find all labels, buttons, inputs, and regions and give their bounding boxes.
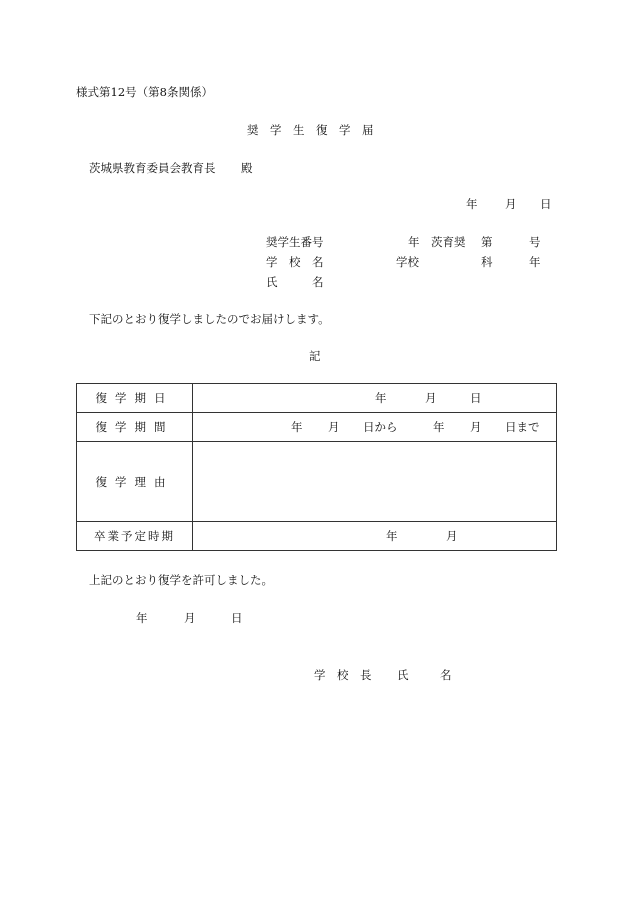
period-start-day: 日から: [363, 420, 398, 434]
period-start-month: 月: [328, 420, 340, 434]
student-number-dai: 第: [481, 235, 493, 249]
name-label: 氏 名: [266, 275, 324, 289]
school-name-label: 学 校 名: [266, 255, 324, 269]
return-date-day: 日: [470, 391, 482, 405]
row-return-reason: [77, 442, 557, 522]
row-return-period: [77, 413, 557, 442]
period-end-year: 年: [433, 420, 445, 434]
student-number-prefix: 茨育奨: [431, 235, 466, 249]
return-date-month: 月: [425, 391, 437, 405]
return-date-label: 復学期日: [77, 384, 193, 413]
graduation-label: 卒業予定時期: [77, 522, 193, 551]
return-date-field[interactable]: [193, 384, 557, 413]
submission-day-label: 日: [540, 197, 552, 211]
submission-year-label: 年: [466, 197, 478, 211]
return-date-year: 年: [375, 391, 387, 405]
approval-month-label: 月: [184, 611, 196, 625]
return-period-label: 復学期間: [77, 413, 193, 442]
addressee: 茨城県教育委員会教育長: [89, 161, 216, 175]
form-number: 様式第12号（第8条関係）: [76, 85, 213, 99]
grade-suffix: 年: [529, 255, 541, 269]
row-graduation: [77, 522, 557, 551]
return-reason-field[interactable]: [193, 442, 557, 522]
return-form-table: [76, 383, 557, 551]
graduation-year: 年: [386, 529, 398, 543]
approval-year-label: 年: [136, 611, 148, 625]
student-number-year: 年: [408, 235, 420, 249]
statement: 下記のとおり復学しましたのでお届けします。: [89, 312, 330, 326]
row-return-date: [77, 384, 557, 413]
period-start-year: 年: [291, 420, 303, 434]
course-suffix: 科: [481, 255, 493, 269]
student-number-go: 号: [529, 235, 541, 249]
return-reason-label: 復学理由: [77, 442, 193, 522]
graduation-field[interactable]: [193, 522, 557, 551]
approval-statement: 上記のとおり復学を許可しました。: [89, 573, 273, 587]
approval-day-label: 日: [231, 611, 243, 625]
period-end-month: 月: [470, 420, 482, 434]
return-period-field[interactable]: [193, 413, 557, 442]
ki-mark: 記: [309, 349, 321, 363]
principal-name-label: 氏 名: [397, 668, 462, 682]
document-title: 奨 学 生 復 学 届: [247, 123, 374, 137]
principal-label: 学 校 長: [314, 668, 372, 682]
graduation-month: 月: [446, 529, 458, 543]
period-end-day: 日まで: [505, 420, 540, 434]
honorific: 殿: [241, 161, 253, 175]
school-suffix: 学校: [396, 255, 419, 269]
submission-month-label: 月: [505, 197, 517, 211]
student-number-label: 奨学生番号: [266, 235, 324, 249]
